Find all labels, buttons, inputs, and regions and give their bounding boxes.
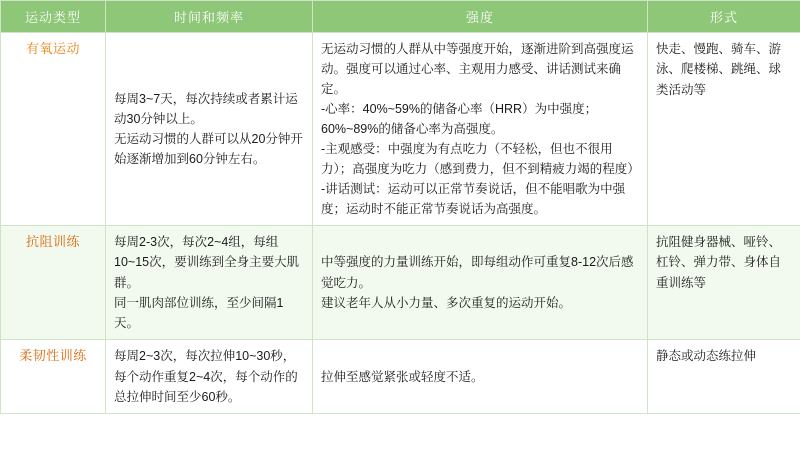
cell-category-aerobic — [1, 33, 106, 226]
category-label: 柔韧性训练 — [19, 348, 87, 364]
cell-intensity-resistance — [313, 226, 648, 340]
text-line: 无运动习惯的人群从中等强度开始，逐渐进阶到高强度运动。强度可以通过心率、主观用力感受、讲话测试来确定。 — [321, 42, 634, 96]
text-line: 无运动习惯的人群可以从20分钟开始逐渐增加到60分钟左右。 — [114, 132, 303, 167]
text-line: 建议老年人从小力量、多次重复的运动开始。 — [321, 295, 572, 310]
table-row — [1, 33, 800, 226]
cell-form-resistance — [648, 226, 800, 340]
table-body — [1, 33, 800, 414]
text-line: 拉伸至感觉紧张或轻度不适。 — [321, 369, 484, 384]
text-line: 每周3~7天，每次持续或者累计运动30分钟以上。 — [114, 91, 298, 126]
category-label: 有氧运动 — [25, 41, 80, 56]
cell-category-resistance — [1, 226, 106, 340]
column-header-form: 形式 — [648, 1, 800, 33]
cell-frequency-resistance — [106, 226, 313, 340]
text-line: 中等强度的力量训练开始，即每组动作可重复8-12次后感觉吃力。 — [321, 255, 634, 290]
table-header-row — [1, 1, 800, 33]
cell-frequency-flexibility — [106, 340, 313, 414]
table-row — [1, 226, 800, 340]
text-line: -心率：40%~59%的储备心率（HRR）为中强度；60%~89%的储备心率为高强度。 — [321, 102, 598, 136]
cell-intensity-aerobic — [313, 33, 648, 226]
text-line: 快走、慢跑、骑车、游泳、爬楼梯、跳绳、球类活动等 — [656, 42, 782, 97]
column-header-time-frequency: 时间和频率 — [106, 1, 313, 33]
column-header-exercise-type: 运动类型 — [1, 1, 106, 33]
text-line: 静态或动态练拉伸 — [656, 349, 757, 364]
text-line: 每周2~3次，每次拉伸10~30秒，每个动作重复2~4次，每个动作的总拉伸时间至少60秒。 — [114, 349, 298, 404]
text-line: 每周2-3次，每次2~4组，每组10~15次，要训练到全身主要大肌群。 — [114, 235, 300, 290]
table-row — [1, 340, 800, 414]
cell-form-aerobic — [648, 33, 800, 226]
cell-frequency-aerobic — [106, 33, 313, 226]
text-line: 抗阻健身器械、哑铃、杠铃、弹力带、身体自重训练等 — [656, 235, 782, 290]
category-label: 抗阻训练 — [25, 234, 80, 249]
text-line: -讲话测试：运动可以正常节奏说话，但不能唱歌为中强度；运动时不能正常节奏说话为高强度。 — [321, 182, 626, 216]
text-line: 同一肌肉部位训练，至少间隔1天。 — [114, 295, 284, 330]
column-header-intensity: 强度 — [313, 1, 648, 33]
cell-form-flexibility — [648, 340, 800, 414]
cell-category-flexibility — [1, 340, 106, 414]
cell-intensity-flexibility — [313, 340, 648, 414]
table-header — [1, 1, 800, 33]
text-line: -主观感受：中强度为有点吃力（不轻松，但也不很用力）；高强度为吃力（感到费力，但不到精疲力竭的程度） — [321, 142, 640, 176]
